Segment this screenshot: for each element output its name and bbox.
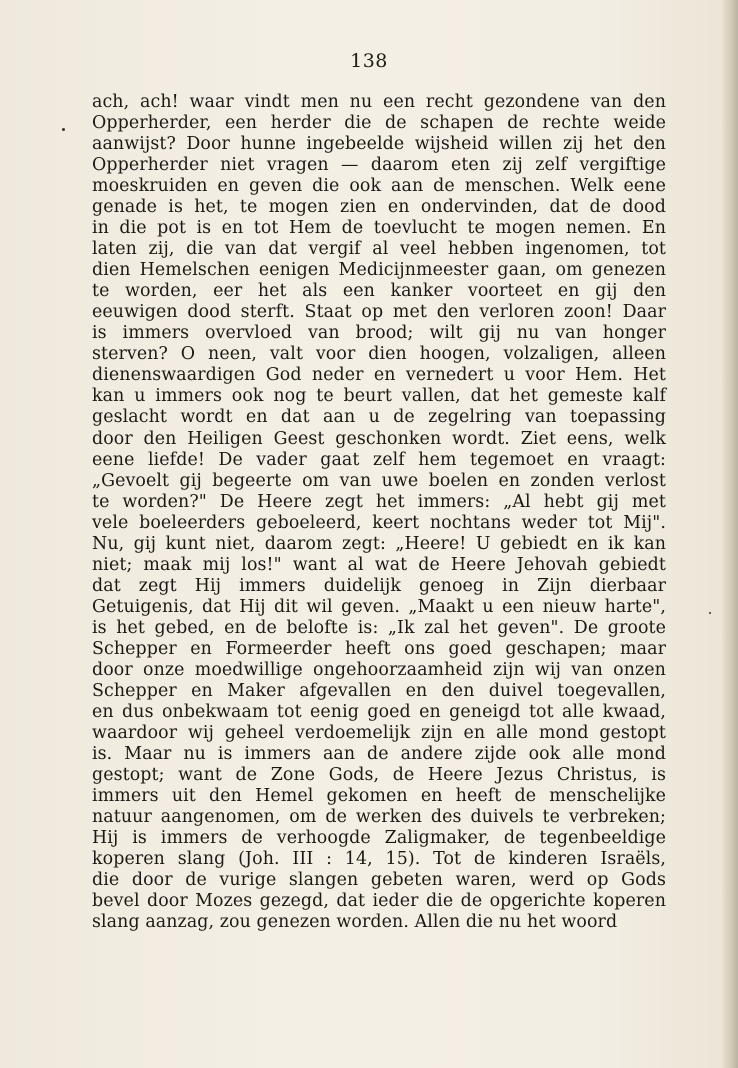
body-text: [92, 92, 666, 933]
text-line: door onze moedwillige ongehoorzaamheid zijn wij van onzen: [92, 659, 666, 680]
text-line: ach, ach! waar vindt men nu een recht gezondene van den: [92, 92, 666, 112]
text-line: eene liefde! De vader gaat zelf hem tegemoet en vraagt:: [92, 449, 666, 470]
text-line: kan u immers ook nog te beurt vallen, dat het gemeste kalf: [92, 386, 666, 407]
text-line: Getuigenis, dat Hij dit wil geven. „Maakt u een nieuw harte",: [92, 596, 666, 617]
text-line: waardoor wij geheel verdoemelijk zijn en alle mond gestopt: [92, 722, 666, 743]
text-line: dien Hemelschen eenigen Medicijnmeester gaan, om genezen: [92, 260, 666, 281]
text-line: aanwijst? Door hunne ingebeelde wijsheid willen zij het den: [92, 134, 666, 155]
text-line: natuur aangenomen, om de werken des duivels te verbreken;: [92, 807, 666, 828]
text-line: gestopt; want de Zone Gods, de Heere Jezus Christus, is: [92, 765, 666, 785]
text-line: eeuwigen dood sterft. Staat op met den verloren zoon! Daar: [92, 302, 666, 323]
text-line: immers uit den Hemel gekomen en heeft de menschelijke: [92, 786, 666, 807]
text-line: dat zegt Hij immers duidelijk genoeg in Zijn dierbaar: [92, 575, 666, 596]
text-line: slang aanzag, zou genezen worden. Allen die nu het woord: [92, 912, 618, 933]
text-line: Nu, gij kunt niet, daarom zegt: „Heere! U gebiedt en ik kan: [92, 533, 666, 554]
scan-speck: [709, 612, 711, 614]
text-line: sterven? O neen, valt voor dien hoogen, volzaligen, alleen: [92, 344, 666, 365]
text-line: te worden?" De Heere zegt het immers: „Al hebt gij met: [92, 491, 666, 512]
scan-speck: [62, 128, 65, 131]
text-line: Schepper en Maker afgevallen en den duivel toegevallen,: [92, 680, 666, 701]
text-line: is het gebed, en de belofte is: „Ik zal het geven". De groote: [92, 617, 666, 638]
text-line: te worden, eer het als een kanker voorteet en gij den: [92, 281, 666, 302]
text-line: Opperherder, een herder die de schapen de rechte weide: [92, 113, 666, 134]
page-edge-shadow: [722, 0, 738, 1068]
text-line: en dus onbekwaam tot eenig goed en geneigd tot alle kwaad,: [92, 701, 666, 722]
page-number: 138: [350, 50, 388, 72]
text-line: niet; maak mij los!" want al wat de Heere Jehovah gebiedt: [92, 554, 666, 575]
text-line: laten zij, die van dat vergif al veel hebben ingenomen, tot: [92, 239, 666, 260]
text-line: bevel door Mozes gezegd, dat ieder die de opgerichte koperen: [92, 891, 666, 912]
text-line: Opperherder niet vragen — daarom eten zij zelf vergiftige: [92, 155, 666, 176]
text-line: vele boeleerders geboeleerd, keert nochtans weder tot Mij".: [92, 512, 666, 533]
text-line: die door de vurige slangen gebeten waren, werd op Gods: [92, 870, 666, 891]
text-line: dienenswaardigen God neder en vernedert u voor Hem. Het: [92, 365, 666, 386]
text-line: koperen slang (Joh. III : 14, 15). Tot de kinderen Israëls,: [92, 849, 666, 870]
text-line: in die pot is en tot Hem de toevlucht te mogen nemen. En: [92, 218, 666, 239]
text-line: Hij is immers de verhoogde Zaligmaker, de tegenbeeldige: [92, 828, 666, 849]
text-line: is immers overvloed van brood; wilt gij nu van honger: [92, 323, 666, 344]
text-line: moeskruiden en geven die ook aan de menschen. Welk eene: [92, 176, 666, 197]
text-line: door den Heiligen Geest geschonken wordt. Ziet eens, welk: [92, 428, 666, 449]
text-line: Schepper en Formeerder heeft ons goed geschapen; maar: [92, 638, 666, 659]
text-line: is. Maar nu is immers aan de andere zijde ook alle mond: [92, 743, 666, 764]
text-line: „Gevoelt gij begeerte om van uwe boelen en zonden verlost: [92, 470, 666, 491]
text-line: geslacht wordt en dat aan u de zegelring van toepassing: [92, 407, 666, 428]
text-line: genade is het, te mogen zien en ondervinden, dat de dood: [92, 197, 666, 218]
